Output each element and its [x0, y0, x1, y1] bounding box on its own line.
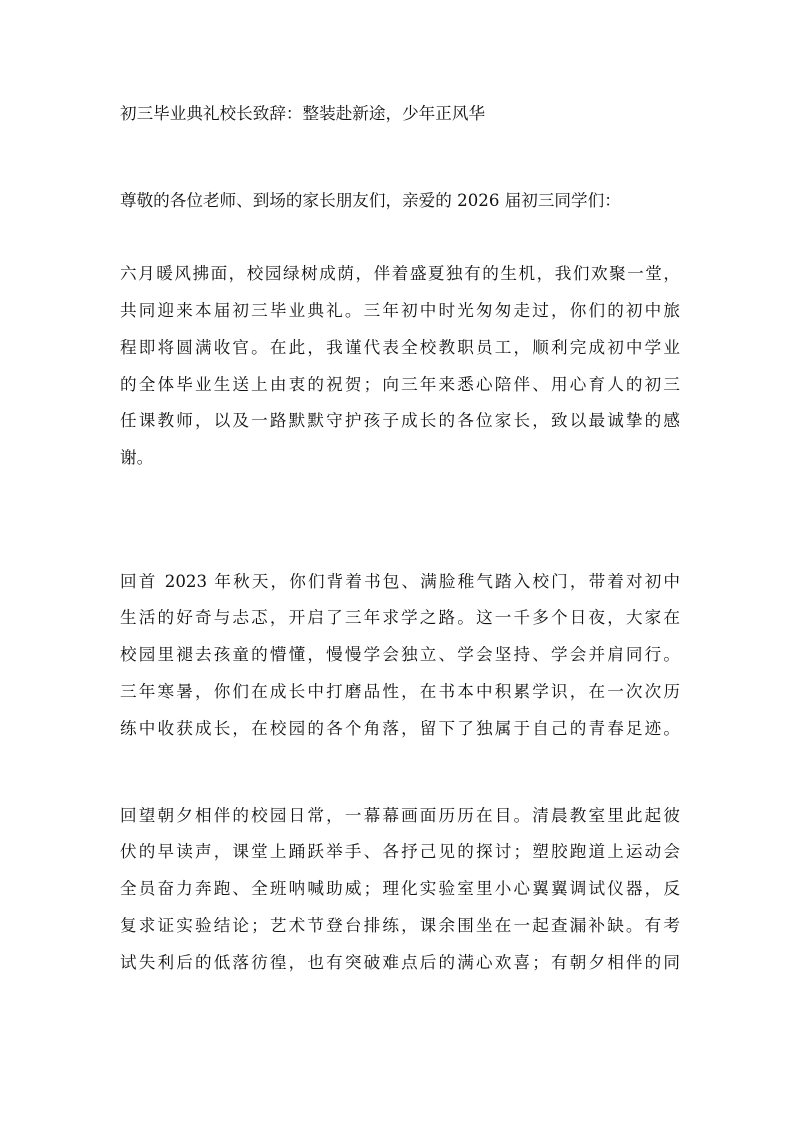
paragraph-line: 试失利后的低落彷徨，也有突破难点后的满心欢喜；有朝夕相伴的同: [120, 953, 680, 972]
paragraph-line: 的全体毕业生送上由衷的祝贺；向三年来悉心陪伴、用心育人的初三: [120, 375, 680, 394]
paragraph-line: 生活的好奇与忐忑，开启了三年求学之路。这一千多个日夜，大家在: [120, 608, 680, 627]
paragraph-line: 全员奋力奔跑、全班呐喊助威；理化实验室里小心翼翼调试仪器，反: [120, 879, 680, 898]
paragraph-line: 谢。: [120, 448, 154, 467]
paragraph-line: 复求证实验结论；艺术节登台排练，课余围坐在一起查漏补缺。有考: [120, 916, 680, 935]
paragraph-line: 任课教师，以及一路默默守护孩子成长的各位家长，致以最诚挚的感: [120, 411, 680, 430]
paragraph-line: [120, 989, 680, 1011]
document-title: 初三毕业典礼校长致辞：整装赴新途，少年正风华: [120, 104, 486, 123]
paragraph-line: 三年寒暑，你们在成长中打磨品性，在书本中积累学识，在一次次历: [120, 682, 680, 701]
paragraph-line: 回望朝夕相伴的校园日常，一幕幕画面历历在目。清晨教室里此起彼: [120, 806, 680, 825]
paragraph-line: 程即将圆满收官。在此，我谨代表全校教职员工，顺利完成初中学业: [120, 338, 680, 357]
paragraph-line: 六月暖风拂面，校园绿树成荫，伴着盛夏独有的生机，我们欢聚一堂，: [120, 264, 680, 283]
paragraph-line: 校园里褪去孩童的懵懂，慢慢学会独立、学会坚持、学会并肩同行。: [120, 645, 680, 664]
paragraph-line: 练中收获成长，在校园的各个角落，留下了独属于自己的青春足迹。: [120, 719, 680, 738]
paragraph-line: 回首 2023 年秋天，你们背着书包、满脸稚气踏入校门，带着对初中: [120, 572, 680, 591]
paragraph-line: 伏的早读声，课堂上踊跃举手、各抒己见的探讨；塑胶跑道上运动会: [120, 842, 680, 861]
paragraph-line: 共同迎来本届初三毕业典礼。三年初中时光匆匆走过，你们的初中旅: [120, 301, 680, 320]
salutation: 尊敬的各位老师、到场的家长朋友们，亲爱的 2026 届初三同学们：: [120, 191, 621, 210]
